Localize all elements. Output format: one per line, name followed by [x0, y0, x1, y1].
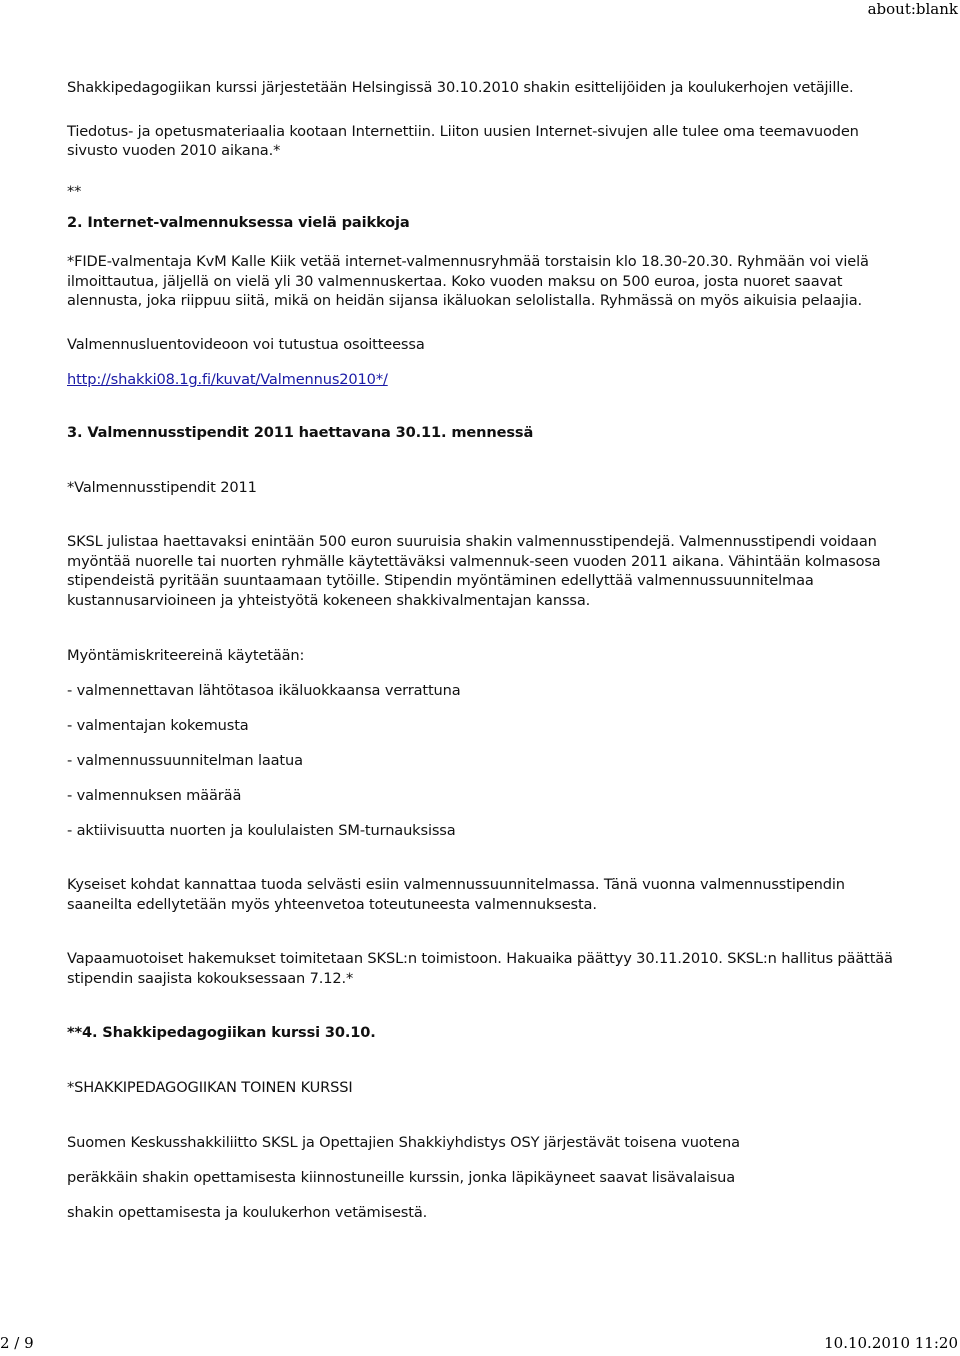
heading-pedagogy-course: **4. Shakkipedagogiikan kurssi 30.10. [67, 1024, 376, 1042]
paragraph-application: Vapaamuotoiset hakemukset toimitetaan SKSL:n toimistoon. Hakuaika päättyy 30.11.2010. SKSL:n hallitus päättää stipendin saajista kokouksessaan 7.12.* [67, 950, 893, 987]
link-text[interactable]: http://shakki08.1g.fi/kuvat/Valmennus2010*/ [67, 371, 388, 389]
paragraph-stipends-body: SKSL julistaa haettavaksi enintään 500 euron suuruisia shakin valmennusstipendejä. Valmennusstipendi voidaan myöntää nuorelle tai nuorten ryhmälle käytettäväksi valmennuk-seen vuoden 2011 aikana. Vähintään kolmasosa stipendeistä pyritään suuntaamaan tytöille. Stipendin myöntäminen edellyttää valmennussuunnitelmaa kustannusarvioineen ja yhteistyötä kokeneen shakkivalmentajan kanssa. [67, 533, 881, 609]
paragraph-materials: Tiedotus- ja opetusmateriaalia kootaan Internettiin. Liiton uusien Internet-sivujen alle tulee oma teemavuoden sivusto vuoden 2010 aikana.* [67, 122, 859, 160]
page-url: about:blank [867, 0, 958, 18]
criteria-item: - valmennussuunnitelman laatua [67, 752, 303, 770]
paragraph-course-line3: shakin opettamisesta ja koulukerhon vetämisestä. [67, 1203, 428, 1221]
paragraph-course-line2: peräkkäin shakin opettamisesta kiinnostuneille kurssin, jonka läpikäyneet saavat lisävalaisua [67, 1169, 736, 1187]
print-timestamp: 10.10.2010 11:20 [824, 1334, 958, 1352]
paragraph-internet-coaching: *FIDE-valmentaja KvM Kalle Kiik vetää internet-valmennusryhmää torstaisin klo 18.30-20.30. Ryhmään voi vielä ilmoittautua, jäljellä on vielä yli 30 valmennuskertaa. Koko vuoden maksu on 500 euroa, josta nuoret saavat alennusta, joka riippuu siitä, mikä on heidän sijansa ikäluokan selolistalla. Ryhmässä on myös aikuisia pelaajia. [67, 252, 869, 310]
criteria-item: - aktiivisuutta nuorten ja koululaisten SM-turnauksissa [67, 822, 456, 840]
coaching-video-link[interactable] [67, 370, 897, 390]
document-body [67, 51, 897, 1222]
heading-internet-coaching: 2. Internet-valmennuksessa vielä paikkoja [67, 214, 410, 232]
paragraph-course-line1: Suomen Keskusshakkiliitto SKSL ja Opettajien Shakkiyhdistys OSY järjestävät toisena vuotena [67, 1133, 740, 1151]
paragraph-criteria-note: Kyseiset kohdat kannattaa tuoda selvästi esiin valmennussuunnitelmassa. Tänä vuonna valmennusstipendin saaneilta edellytetään myös yhteenvetoa toteutuneesta valmennuksesta. [67, 876, 845, 913]
paragraph-criteria-intro: Myöntämiskriteereinä käytetään: [67, 646, 305, 664]
paragraph-video-intro: Valmennusluentovideoon voi tutustua osoitteessa [67, 335, 425, 353]
paragraph-course-title: *SHAKKIPEDAGOGIIKAN TOINEN KURSSI [67, 1079, 353, 1097]
page-counter: 2 / 9 [0, 1334, 34, 1352]
criteria-item: - valmentajan kokemusta [67, 716, 249, 734]
separator-stars: ** [67, 182, 82, 200]
heading-stipends: 3. Valmennusstipendit 2011 haettavana 30.11. mennessä [67, 423, 534, 441]
criteria-item: - valmennettavan lähtötasoa ikäluokkaansa verrattuna [67, 682, 461, 700]
paragraph-stipends-title: *Valmennusstipendit 2011 [67, 478, 257, 496]
criteria-item: - valmennuksen määrää [67, 786, 242, 804]
paragraph-course-intro: Shakkipedagogiikan kurssi järjestetään Helsingissä 30.10.2010 shakin esittelijöiden ja koulukerhojen vetäjille. [67, 79, 854, 96]
